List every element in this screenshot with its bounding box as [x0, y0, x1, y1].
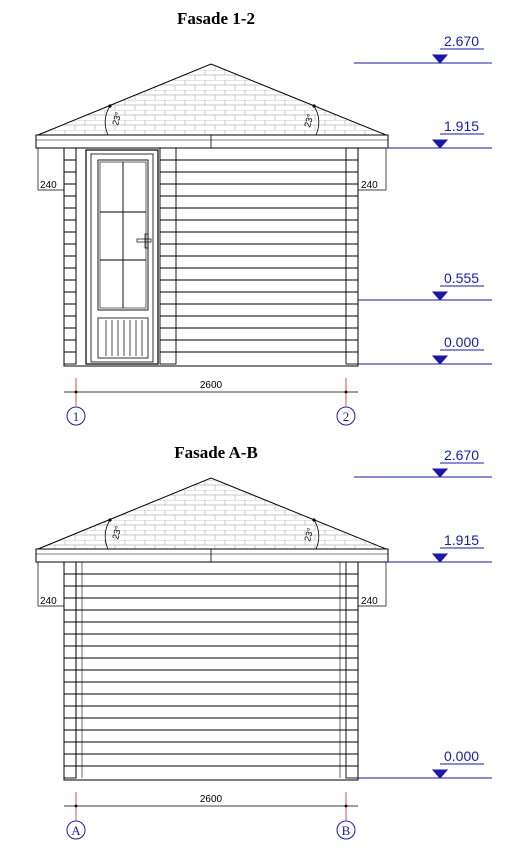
axis-label-left: 1 [72, 409, 80, 424]
level-label: 0.000 [444, 748, 480, 764]
facade-title: Fasade 1-2 [177, 9, 255, 28]
roof-angle-right: 23° [302, 526, 316, 543]
facade-1-2 [36, 9, 492, 425]
level-label: 0.555 [444, 270, 480, 286]
level-markers [354, 49, 492, 364]
side-dim-left: 240 [40, 180, 57, 191]
facade-a-b [36, 443, 492, 839]
axis-label-left: A [71, 823, 81, 838]
wall [64, 148, 358, 366]
side-dim-left: 240 [40, 596, 57, 607]
roof-angle-left: 23° [110, 524, 124, 541]
level-label: 0.000 [444, 334, 480, 350]
width-dim-label: 2600 [199, 380, 223, 391]
level-label: 2.670 [444, 447, 480, 463]
roof-angle-right: 23° [302, 112, 316, 129]
width-dim-label: 2600 [199, 794, 223, 805]
roof [36, 474, 388, 562]
facade-title: Fasade A-B [174, 443, 258, 462]
axis-label-right: 2 [342, 409, 350, 424]
wall [64, 562, 358, 780]
level-label: 1.915 [444, 532, 480, 548]
roof-angle-left: 23° [110, 110, 124, 127]
level-label: 2.670 [444, 33, 480, 49]
axis-label-right: B [341, 823, 351, 838]
level-label: 1.915 [444, 118, 480, 134]
roof [36, 60, 388, 148]
side-dim-right: 240 [361, 596, 378, 607]
level-markers [354, 463, 492, 778]
side-dim-right: 240 [361, 180, 378, 191]
